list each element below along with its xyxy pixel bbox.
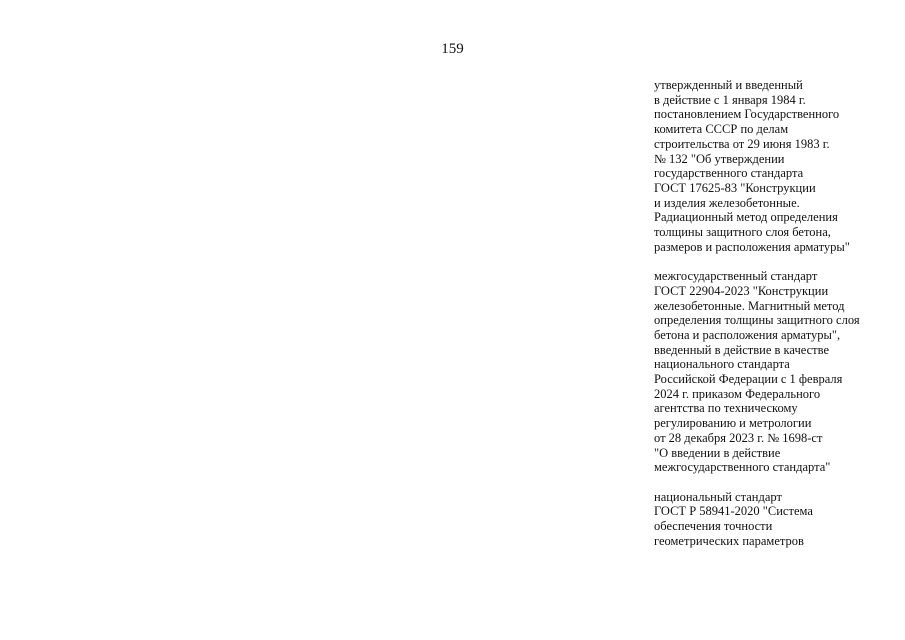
text-line: ГОСТ Р 58941-2020 "Система [654, 504, 813, 519]
text-line: агентства по техническому [654, 401, 798, 416]
text-line: введенный в действие в качестве [654, 342, 830, 357]
text-line: в действие с 1 января 1984 г. [654, 92, 806, 107]
text-line: "О введении в действие [654, 445, 781, 460]
text-line: бетона и расположения арматуры", [654, 327, 841, 342]
text-block-gost-17625 [654, 78, 899, 254]
text-line: и изделия железобетонные. [654, 195, 800, 210]
text-line: ГОСТ 22904-2023 "Конструкции [654, 283, 829, 298]
text-line: обеспечения точности [654, 519, 773, 534]
text-line: межгосударственный стандарт [654, 269, 818, 284]
text-line: постановлением Государственного [654, 107, 840, 122]
text-line: утвержденный и введенный [654, 78, 803, 92]
text-line: государственного стандарта [654, 166, 804, 181]
text-line: комитета СССР по делам [654, 122, 789, 137]
text-line: ГОСТ 17625-83 "Конструкции [654, 180, 816, 195]
text-line: национального стандарта [654, 357, 790, 372]
text-line: Российской Федерации с 1 февраля [654, 372, 843, 387]
text-line: геометрических параметров [654, 533, 804, 548]
text-line: межгосударственного стандарта" [654, 460, 831, 475]
text-line: 2024 г. приказом Федерального [654, 386, 821, 401]
text-line: железобетонные. Магнитный метод [654, 298, 845, 313]
text-block-gost-22904 [654, 269, 899, 475]
text-line: № 132 "Об утверждении [654, 151, 785, 166]
text-line: размеров и расположения арматуры" [654, 239, 850, 254]
text-line: строительства от 29 июня 1983 г. [654, 136, 830, 151]
text-line: регулированию и метрологии [654, 416, 812, 431]
text-line: Радиационный метод определения [654, 210, 838, 225]
text-line: толщины защитного слоя бетона, [654, 225, 831, 240]
reference-text-column [654, 78, 899, 548]
text-line: определения толщины защитного слоя [654, 313, 860, 328]
text-line: от 28 декабря 2023 г. № 1698-ст [654, 430, 823, 445]
text-block-gost-r-58941 [654, 490, 899, 549]
text-line: национальный стандарт [654, 489, 782, 504]
page-number: 159 [441, 41, 464, 57]
